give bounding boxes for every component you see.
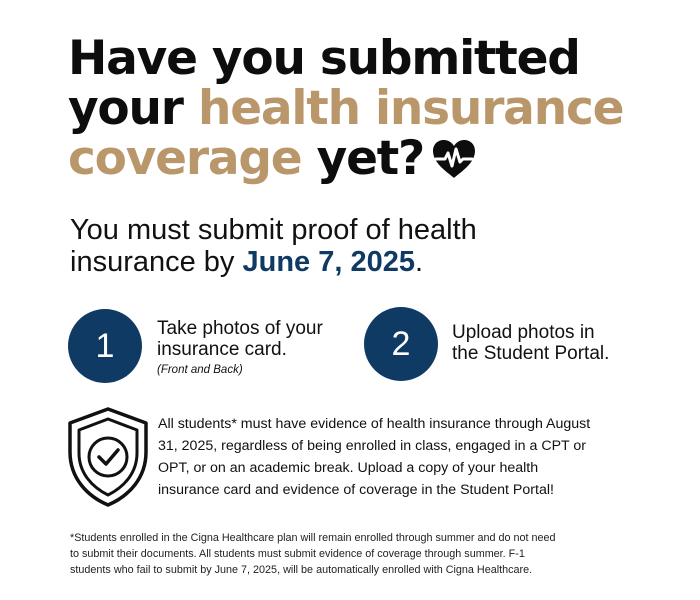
headline-gold-text-2: coverage <box>68 131 302 186</box>
heart-pulse-icon <box>430 138 478 180</box>
headline-dark-text: your <box>68 81 198 136</box>
step-1-line-2: insurance card. <box>157 339 287 360</box>
subheadline-line-2 <box>70 246 670 278</box>
notice-line-4: insurance card and evidence of coverage in the Student Portal! <box>158 482 554 498</box>
step-1-text <box>157 318 323 378</box>
headline-line-1: Have you submitted <box>68 31 580 86</box>
footnote-line-2: to submit their documents. All students must submit evidence of coverage through summer. F-1 <box>70 548 525 560</box>
coverage-notice <box>158 413 638 501</box>
step-2-number-badge: 2 <box>364 307 438 381</box>
notice-line-2: 31, 2025, regardless of being enrolled in class, engaged in a CPT or <box>158 438 587 454</box>
footnote-line-3: students who fail to submit by June 7, 2025, will be automatically enrolled with Cigna Healthcare. <box>70 564 533 576</box>
headline-dark-text-2: yet? <box>301 131 425 186</box>
headline-line-2 <box>68 81 668 136</box>
shield-check-icon <box>66 406 150 508</box>
step-2-text <box>452 322 609 364</box>
step-2-line-1: Upload photos in <box>452 322 595 343</box>
headline-line-3 <box>68 131 668 186</box>
headline-gold-text: health insurance <box>197 81 624 136</box>
subheadline <box>70 214 670 278</box>
footnote-line-1: *Students enrolled in the Cigna Healthcare plan will remain enrolled through summer and do not need <box>70 532 556 544</box>
notice-line-1: All students* must have evidence of health insurance through August <box>158 416 591 432</box>
deadline-date: June 7, 2025 <box>242 246 415 278</box>
step-1-number-badge: 1 <box>68 309 142 383</box>
subheadline-line-1: You must submit proof of health <box>70 214 477 246</box>
step-1-note: (Front and Back) <box>157 364 243 376</box>
step-2-line-2: the Student Portal. <box>452 343 610 364</box>
step-1-line-1: Take photos of your <box>157 318 323 339</box>
headline <box>68 31 668 186</box>
notice-line-3: OPT, or on an academic break. Upload a copy of your health <box>158 460 539 476</box>
footnote <box>70 530 670 578</box>
subheadline-period: . <box>415 246 424 278</box>
subheadline-text: insurance by <box>70 246 243 278</box>
